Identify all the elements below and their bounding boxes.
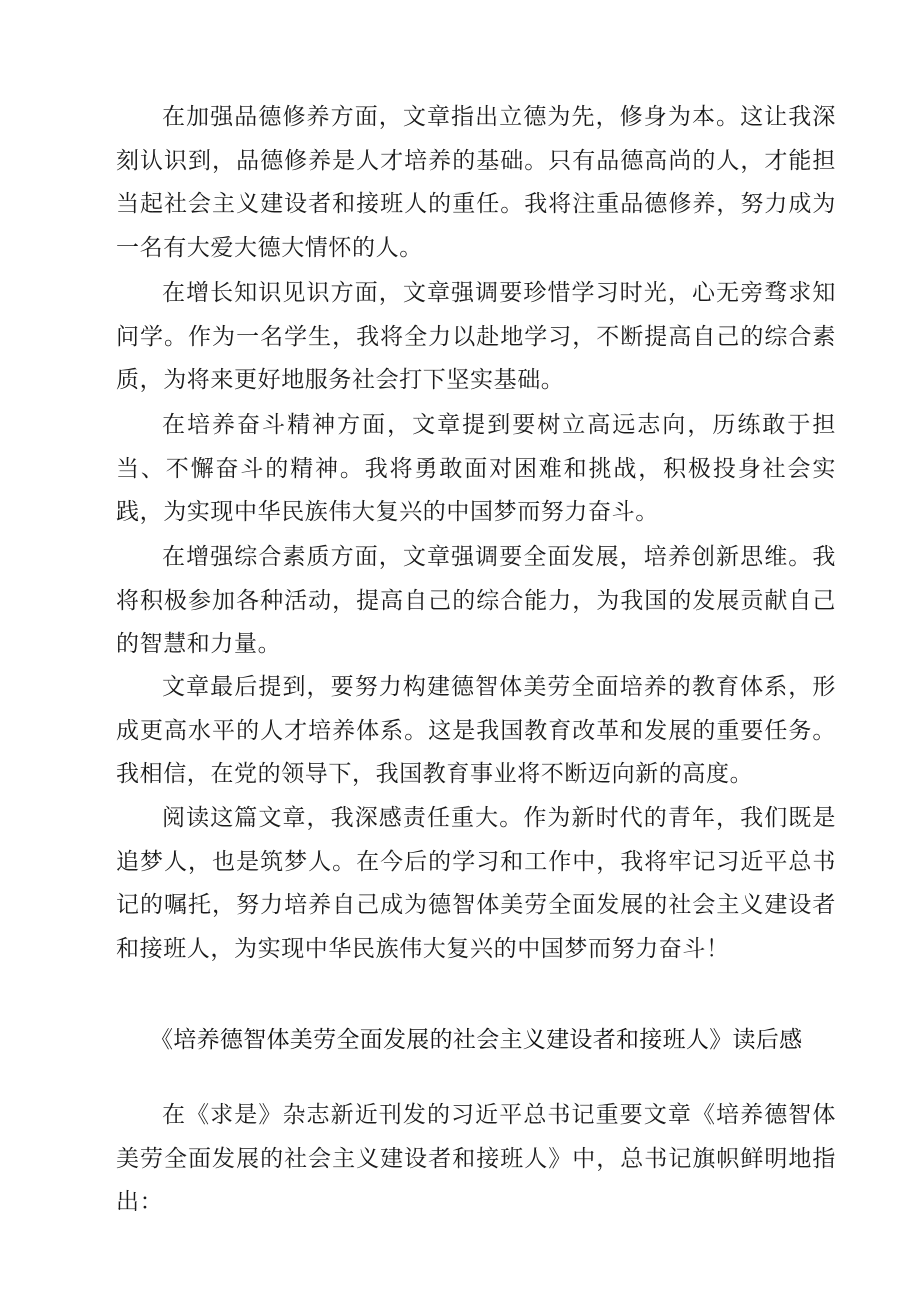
paragraph-striving-spirit: 在培养奋斗精神方面，文章提到要树立高远志向，历练敢于担当、不懈奋斗的精神。我将勇敢面对困难和挑战，积极投身社会实践，为实现中华民族伟大复兴的中国梦而努力奋斗。 <box>116 412 836 525</box>
paragraph-knowledge: 在增长知识见识方面，文章强调要珍惜学习时光，心无旁骛求知问学。作为一名学生，我将全力以赴地学习，不断提高自己的综合素质，为将来更好地服务社会打下坚实基础。 <box>116 280 836 393</box>
paragraph-conclusion: 阅读这篇文章，我深感责任重大。作为新时代的青年，我们既是追梦人，也是筑梦人。在今后的学习和工作中，我将牢记习近平总书记的嘱托，努力培养自己成为德智体美劳全面发展的社会主义建设者和接班人，为实现中华民族伟大复兴的中国梦而努力奋斗！ <box>116 805 836 962</box>
article-heading: 《培养德智体美劳全面发展的社会主义建设者和接班人》读后感 <box>150 1027 803 1053</box>
paragraph-comprehensive-quality: 在增强综合素质方面，文章强调要全面发展，培养创新思维。我将积极参加各种活动，提高自己的综合能力，为我国的发展贡献自己的智慧和力量。 <box>116 544 836 657</box>
paragraph-education-system: 文章最后提到，要努力构建德智体美劳全面培养的教育体系，形成更高水平的人才培养体系。这是我国教育改革和发展的重要任务。我相信，在党的领导下，我国教育事业将不断迈向新的高度。 <box>116 674 836 787</box>
paragraph-intro: 在《求是》杂志新近刊发的习近平总书记重要文章《培养德智体美劳全面发展的社会主义建设者和接班人》中，总书记旗帜鲜明地指出： <box>116 1102 836 1215</box>
paragraph-moral-cultivation: 在加强品德修养方面，文章指出立德为先，修身为本。这让我深刻认识到，品德修养是人才培养的基础。只有品德高尚的人，才能担当起社会主义建设者和接班人的重任。我将注重品德修养，努力成为一名有大爱大德大情怀的人。 <box>116 104 836 261</box>
